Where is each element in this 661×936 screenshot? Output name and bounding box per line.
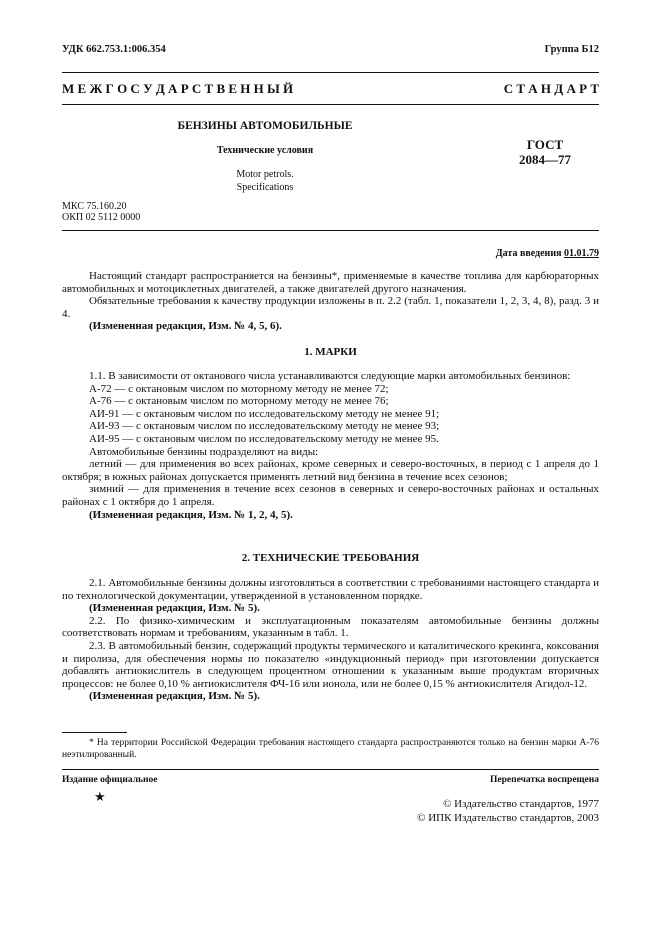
footnote: * На территории Российской Федерации требования настоящего стандарта распространяются только на бензин марки А-76 неэтилированный. xyxy=(62,738,599,760)
standard-banner xyxy=(62,81,599,97)
copyright-2003: © ИПК Издательство стандартов, 2003 xyxy=(417,812,599,824)
section-2-heading: 2. ТЕХНИЧЕСКИЕ ТРЕБОВАНИЯ xyxy=(241,552,420,564)
codes-rule xyxy=(62,230,599,231)
banner-word-interstate: М Е Ж Г О С У Д А Р С Т В Е Н Н Ы Й xyxy=(62,81,294,96)
copyright-1977: © Издательство стандартов, 1977 xyxy=(443,798,599,810)
summer-type: летний — для применения во всех районах, кроме северных и северо-восточных, в период с 1 апреля до 1 октября; в южных районах допускается применять летний вид бензина в течение всех сезонов; xyxy=(62,458,599,483)
english-title-line2: Specifications xyxy=(236,182,294,193)
footer-rule xyxy=(62,769,599,770)
document-subtitle: Технические условия xyxy=(216,145,314,156)
introduction-date xyxy=(496,248,599,259)
grade-ai95: АИ-95 — с октановым числом по исследовательскому методу не менее 95. xyxy=(89,432,439,445)
clause-2-2: 2.2. По физико-химическим и эксплуатационным показателям автомобильные бензины должны соответствовать нормам и требованиям, указанным в табл. 1. xyxy=(62,614,599,640)
mks-code: МКС 75.160.20 xyxy=(62,201,127,212)
intro-paragraph-1: Настоящий стандарт распространяется на бензины*, применяемые в качестве топлива для карбюраторных автомобильных и мотоциклетных двигателей, а также двигателей другого назначения. xyxy=(62,270,599,295)
clause-2-1: 2.1. Автомобильные бензины должны изготовляться в соответствии с требованиями настоящего стандарта и по технологической документации, утвержденной в установленном порядке. xyxy=(62,577,599,602)
copyright-block xyxy=(417,797,599,825)
reprint-forbidden-label: Перепечатка воспрещена xyxy=(489,775,599,785)
intro-section xyxy=(62,270,599,333)
intro-date-value: 01.01.79 xyxy=(564,248,599,259)
grade-ai93: АИ-93 — с октановым числом по исследовательскому методу не менее 93; xyxy=(89,420,440,433)
star-icon: ★ xyxy=(94,789,106,804)
title-block xyxy=(100,120,430,194)
grade-a76: А-76 — с октановым числом по моторному методу не менее 76; xyxy=(89,395,389,408)
section-2-body xyxy=(62,577,599,703)
clause-1-1: 1.1. В зависимости от октанового числа устанавливаются следующие марки автомобильных бензинов: xyxy=(89,370,571,382)
section-1-body xyxy=(62,370,599,521)
clause-2-3-revision-note: (Измененная редакция, Изм. № 5). xyxy=(89,690,260,703)
clause-2-3: 2.3. В автомобильный бензин, содержащий продукты термического и каталитического крекинга, коксования и пиролиза, для обеспечения нормы по показателю «индукционный период» при изготовлении допускается добавлять антиокислитель в следующем процентном отношении к указанным выше продуктам вторичных процессов: не более 0,10 % антиокислителя ФЧ-16 или ионола, или не более 0,15 % антиокислителя Агидол-12. xyxy=(62,639,599,690)
gost-number xyxy=(490,137,600,167)
grade-a72: А-72 — с октановым числом по моторному методу не менее 72; xyxy=(89,382,389,395)
clause-2-1-revision-note: (Измененная редакция, Изм. № 5). xyxy=(89,602,260,615)
gost-label: ГОСТ xyxy=(526,137,564,152)
intro-revision-note: (Измененная редакция, Изм. № 4, 5, 6). xyxy=(89,320,282,333)
header-top-rule xyxy=(62,72,599,73)
english-title-line1: Motor petrols. xyxy=(236,169,294,180)
types-intro: Автомобильные бензины подразделяют на виды: xyxy=(89,445,319,458)
banner-word-standard: С Т А Н Д А Р Т xyxy=(503,81,599,96)
classification-codes xyxy=(62,201,140,223)
header-bottom-rule xyxy=(62,104,599,105)
official-edition-label: Издание официальное xyxy=(62,775,158,785)
footnote-rule xyxy=(62,732,127,733)
section-1-heading: 1. МАРКИ xyxy=(304,346,357,358)
winter-type: зимний — для применения в течение всех сезонов в северных и северо-восточных районах и остальных районах с 1 октября до 1 апреля. xyxy=(62,483,599,508)
group-code: Группа Б12 xyxy=(544,44,599,55)
intro-paragraph-2: Обязательные требования к качеству продукции изложены в п. 2.2 (табл. 1, показатели 1, 2, 3, 4, 8), разд. 3 и 4. xyxy=(62,295,599,320)
intro-date-label: Дата введения xyxy=(495,248,562,259)
document-title: БЕНЗИНЫ АВТОМОБИЛЬНЫЕ xyxy=(177,120,353,132)
section-1-revision-note: (Измененная редакция, Изм. № 1, 2, 4, 5). xyxy=(89,508,293,521)
grade-ai91: АИ-91 — с октановым числом по исследовательскому методу не менее 91; xyxy=(89,407,440,420)
udk-code: УДК 662.753.1:006.354 xyxy=(62,44,166,55)
english-title xyxy=(100,168,430,194)
gost-code: 2084—77 xyxy=(519,152,571,167)
okp-code: ОКП 02 5112 0000 xyxy=(62,212,141,223)
